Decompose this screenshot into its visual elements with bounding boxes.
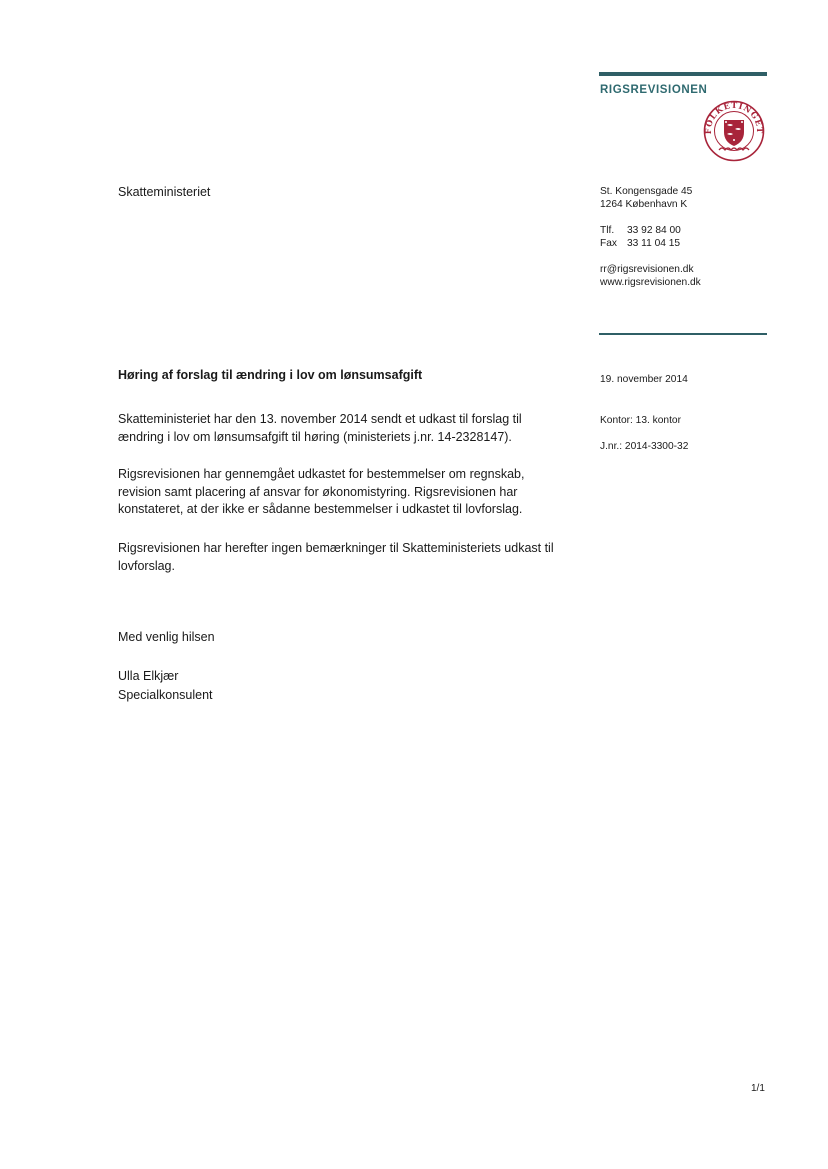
signer-name: Ulla Elkjær <box>118 669 179 683</box>
closing-greeting: Med venlig hilsen <box>118 630 215 644</box>
organization-name: RIGSREVISIONEN <box>600 84 708 96</box>
svg-text:FOLKETINGET: FOLKETINGET <box>703 100 765 135</box>
folketinget-seal-logo <box>703 100 765 162</box>
fax-number: 33 11 04 15 <box>627 238 681 249</box>
recipient-name: Skatteministeriet <box>118 185 211 199</box>
sender-contact <box>600 263 701 289</box>
letter-date: 19. november 2014 <box>600 374 688 385</box>
sidebar-divider <box>599 333 767 335</box>
office-reference: Kontor: 13. kontor <box>600 415 681 426</box>
email-link[interactable]: rr@rigsrevisionen.dk <box>600 264 694 275</box>
letter-subject: Høring af forslag til ændring i lov om lønsumsafgift <box>118 368 423 382</box>
sender-address <box>600 185 692 211</box>
page-number: 1/1 <box>751 1083 765 1094</box>
fax-label: Fax <box>600 238 617 249</box>
signature-block <box>118 667 213 704</box>
address-street: St. Kongensgade 45 <box>600 186 693 197</box>
address-city: 1264 København K <box>600 199 688 210</box>
website-link[interactable]: www.rigsrevisionen.dk <box>600 277 701 288</box>
journal-number: J.nr.: 2014-3300-32 <box>600 441 689 452</box>
header-top-rule <box>599 72 767 76</box>
body-paragraph-3: Rigsrevisionen har herefter ingen bemærkninger til Skatteministeriets udkast til lovforslag. <box>118 541 554 573</box>
body-paragraph-1: Skatteministeriet har den 13. november 2014 sendt et udkast til forslag til ændring i lov om lønsumsafgift til høring (ministeriets j.nr. 14-2328147). <box>118 412 522 444</box>
signer-title: Specialkonsulent <box>118 687 213 702</box>
sender-phone-fax <box>600 224 681 250</box>
body-paragraph-2: Rigsrevisionen har gennemgået udkastet for bestemmelser om regnskab, revision samt placering af ansvar for økonomistyring. Rigsrevisionen har konstateret, at der ikke er sådanne bestemmelser i udkastet til lovforslag. <box>118 467 525 516</box>
fax-row <box>600 237 681 250</box>
phone-number: 33 92 84 00 <box>627 225 681 236</box>
phone-label: Tlf. <box>600 225 615 236</box>
phone-row <box>600 224 681 237</box>
